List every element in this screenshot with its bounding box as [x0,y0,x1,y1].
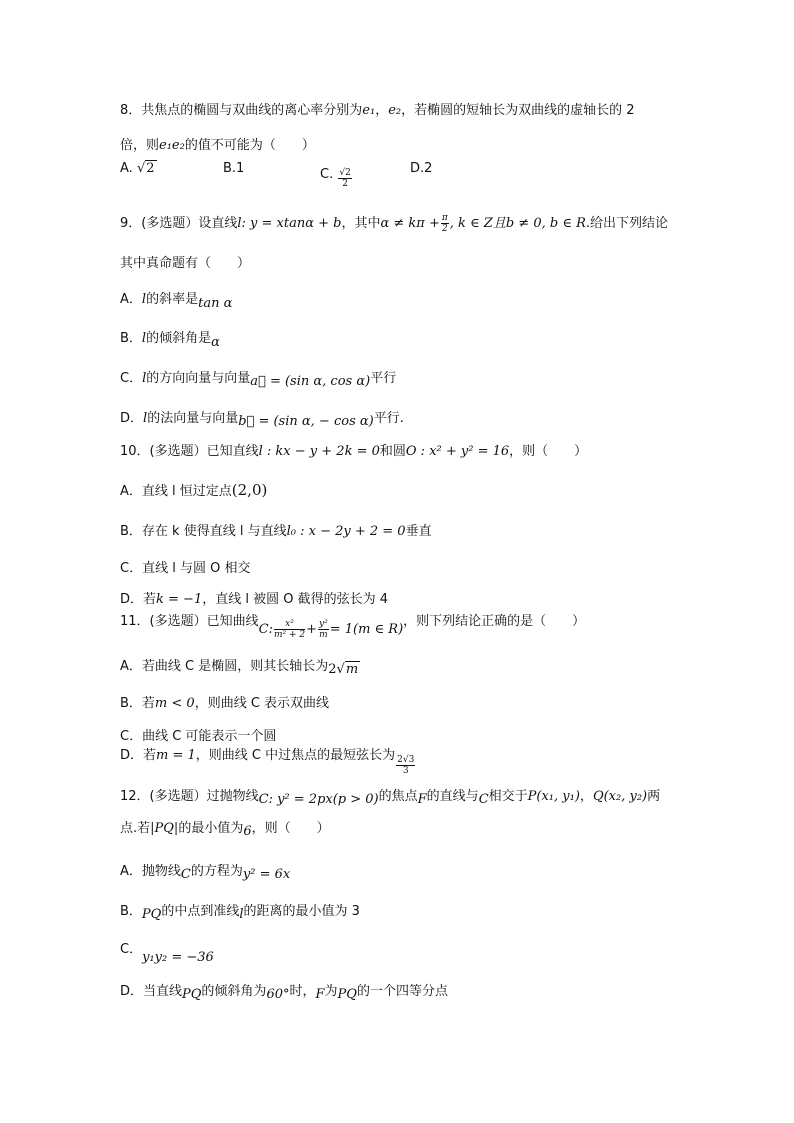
q8-e2: e₂ [388,103,402,118]
q8-line-2 [120,137,315,155]
q10-option-c: C．直线 l 与圆 O 相交 [120,561,251,576]
q9-option-a [120,291,232,309]
q11-option-b-text: B．若 [120,696,155,711]
q12-text-2c: ，则（ ） [251,821,330,836]
q9-cond-2: , k ∈ Z且b ≠ 0, b ∈ R. [449,216,590,231]
q12-option-a [120,863,290,881]
q11-option-d-den: 3 [402,766,409,776]
q12-F: F [417,792,427,807]
q10-option-a [120,481,267,501]
q11-option-d-radicand: 3 [408,755,415,765]
q12-text-e: 两 [647,789,661,804]
q9-text-c: 给出下列结论 [590,216,669,231]
q12-line-2 [120,820,330,838]
q10-option-a-text: A．直线 l 恒过定点 [120,484,232,499]
q8-option-c [320,160,353,189]
q9-option-b-label: B． [120,331,142,346]
q8-option-c-fraction: $\frac{√2}{2}$ [339,168,351,189]
q8-text-2b: 的值不可能为（ ） [184,138,315,153]
q12-option-d-deg: 60° [266,987,290,1002]
q9-line-1 [120,213,668,234]
q8-e1: e₁ [362,103,376,118]
q10-option-d-text: D．若 [120,592,157,607]
q11-option-a [120,658,360,676]
q10-option-a-point: (2,0) [231,481,268,499]
q12-option-d-text: D．当直线 [120,984,183,999]
q8-text-2a: 倍，则 [120,138,160,153]
q8-option-a-label: A. [120,161,133,176]
q9-option-c-tail: 平行 [370,371,397,386]
q12-P: P(x₁, y₁) [527,789,580,804]
q12-option-d-tail: 的一个四等分点 [356,984,448,999]
q11-y2: y² [319,619,328,629]
q12-line-1 [120,788,660,806]
q8-line-1 [120,102,635,120]
q11-x2: x² [274,619,305,630]
q12-text-2a: 点.若 [120,821,151,836]
q12-comma: ， [579,789,593,804]
q11-option-d-text: D．若 [120,748,157,763]
q9-option-d-tail: 平行. [373,411,404,426]
q8-text: 8．共焦点的椭圆与双曲线的离心率分别为 [120,103,363,118]
q11-eq-rest: = 1(m ∈ R) [329,622,404,637]
q12-option-c [120,941,214,965]
q12-option-b-PQ: PQ [141,907,162,922]
q10-option-b-tail: 垂直 [405,524,432,539]
q9-line-2: 其中真命题有（ ） [120,256,251,271]
q12-Q: Q(x₂, y₂) [592,789,648,804]
q11-plus: + [306,622,317,637]
q11-option-d-tail: ，则曲线 C 中过焦点的最短弦长为 [195,748,396,763]
q10-circle-eq: O : x² + y² = 16 [405,444,510,459]
q11-option-a-radicand: m [345,662,359,677]
q12-option-c-math: y₁y₂ = −36 [142,950,214,965]
q10-text-b: 和圆 [379,444,406,459]
q9-option-d-text: 的法向量与向量 [147,411,239,426]
q11-option-a-math: 2√m [328,662,359,677]
q8-option-a-radicand: 2 [146,161,155,176]
q8-option-b: B.1 [223,161,245,176]
q9-option-d-l: l [143,411,148,426]
q12-six: 6 [243,824,252,839]
q9-pi: π [441,213,448,223]
q8-sep: ， [375,103,389,118]
q10-line-1 [120,443,587,461]
q11-option-a-coef: 2 [328,662,337,677]
q9-option-c-label: C． [120,371,143,386]
q9-option-c-l: l [142,371,147,386]
q10-line-eq: l : kx − y + 2k = 0 [258,444,380,459]
q9-option-d-label: D． [120,411,144,426]
q12-option-b-l: l [239,907,244,922]
q10-option-b [120,523,432,541]
q12-text-c: 的直线与 [426,789,479,804]
q10-option-b-text: B．存在 k 使得直线 l 与直线 [120,524,287,539]
q11-option-b-tail: ，则曲线 C 表示双曲线 [194,696,330,711]
q12-pq-abs: |PQ| [150,821,179,836]
q12-option-a-text-b: 的方程为 [190,864,243,879]
q9-option-a-math: tan α [198,296,233,311]
q12-option-c-label: C． [120,942,143,957]
q11-option-d-math: m = 1 [156,748,196,763]
q12-text-2b: 的最小值为 [178,821,244,836]
q8-option-c-label: C. [320,167,334,182]
q12-text-d: 相交于 [488,789,528,804]
q9-option-a-text: 的斜率是 [146,292,199,307]
q8-text-b: ，若椭圆的短轴长为双曲线的虚轴长的 2 [401,103,635,118]
q12-option-d-PQ: PQ [182,987,202,1002]
q12-option-b-text: 的中点到准线 [161,904,240,919]
q11-option-b [120,695,329,713]
q11-den-1: m² + 2 [273,630,306,640]
q11-option-a-text: A．若曲线 C 是椭圆，则其长轴长为 [120,659,329,674]
q12-option-a-C: C [180,867,191,882]
q12-parabola-eq: C: y² = 2px(p > 0) [258,792,379,807]
q9-pi-over-2 [441,213,449,234]
q9-option-a-l: l [141,292,147,307]
q11-frac-1 [274,619,305,640]
q9-text-b: ，其中 [341,216,381,231]
q12-option-d-F: F [315,987,325,1002]
q8-option-a-sqrt: √2 [136,161,155,176]
q12-option-a-text: A．抛物线 [120,864,181,879]
q11-option-c: C．曲线 C 可能表示一个圆 [120,729,277,744]
q11-curve-eq [259,619,404,640]
q8-option-a [120,160,157,178]
q10-option-d-tail: ，直线 l 被圆 O 截得的弦长为 4 [202,592,388,607]
q9-option-d-math: b⃗ = (sin α, − cos α) [238,414,374,429]
q9-two: 2 [441,224,448,234]
q10-option-d [120,591,388,609]
q9-option-a-label: A． [120,292,142,307]
q9-option-b [120,330,220,348]
q11-text-b: ，则下列结论正确的是（ ） [403,614,586,629]
q11-text: 11．(多选题）已知曲线 [120,614,259,629]
q11-c-label: C: [258,622,273,637]
q11-option-d [120,745,416,776]
q10-text-c: ，则（ ） [509,444,588,459]
q11-option-d-coef: 2 [397,755,403,765]
q9-option-c [120,370,396,388]
q8-option-c-radicand: 2 [345,168,351,178]
q9-option-b-text: 的倾斜角是 [146,331,212,346]
q9-option-c-text: 的方向向量与向量 [146,371,251,386]
q12-option-b-label: B． [120,904,142,919]
q12-C: C [478,792,489,807]
q10-option-d-math: k = −1 [156,592,203,607]
q9-option-c-math: a⃗ = (sin α, cos α) [250,374,371,389]
q11-option-d-fraction: $\frac{2√3}{3}$ [397,755,415,776]
q9-option-b-math: α [211,335,220,350]
q12-option-b-tail: 的距离的最小值为 3 [243,904,360,919]
q8-e1e2: e₁e₂ [159,138,185,153]
q9-line-eq: l: y = xtanα + b [237,216,342,231]
q9-option-d [120,410,404,428]
q10-text: 10．(多选题）已知直线 [120,444,259,459]
q12-option-a-math: y² = 6x [242,867,291,882]
q10-option-b-math: l₀ : x − 2y + 2 = 0 [286,524,406,539]
q12-option-d-text-d: 为 [324,984,338,999]
q11-frac-2 [318,619,329,640]
q11-line-1 [120,611,585,645]
q12-option-d-text-b: 的倾斜角为 [201,984,267,999]
q9-option-b-l: l [141,331,147,346]
q11-den-2: m [319,630,328,640]
q8-option-d: D.2 [410,161,433,176]
q12-option-d-PQ2: PQ [337,987,357,1002]
q8-option-c-den: 2 [342,179,348,189]
q12-text: 12．(多选题）过抛物线 [120,789,259,804]
q12-option-d [120,983,448,1001]
q9-text: 9．(多选题）设直线 [120,216,238,231]
q12-option-d-text-c: 时， [289,984,316,999]
q12-option-b [120,903,360,921]
q11-option-b-math: m < 0 [154,696,195,711]
q9-cond-1: α ≠ kπ + [380,216,440,231]
q12-text-b: 的焦点 [378,789,418,804]
